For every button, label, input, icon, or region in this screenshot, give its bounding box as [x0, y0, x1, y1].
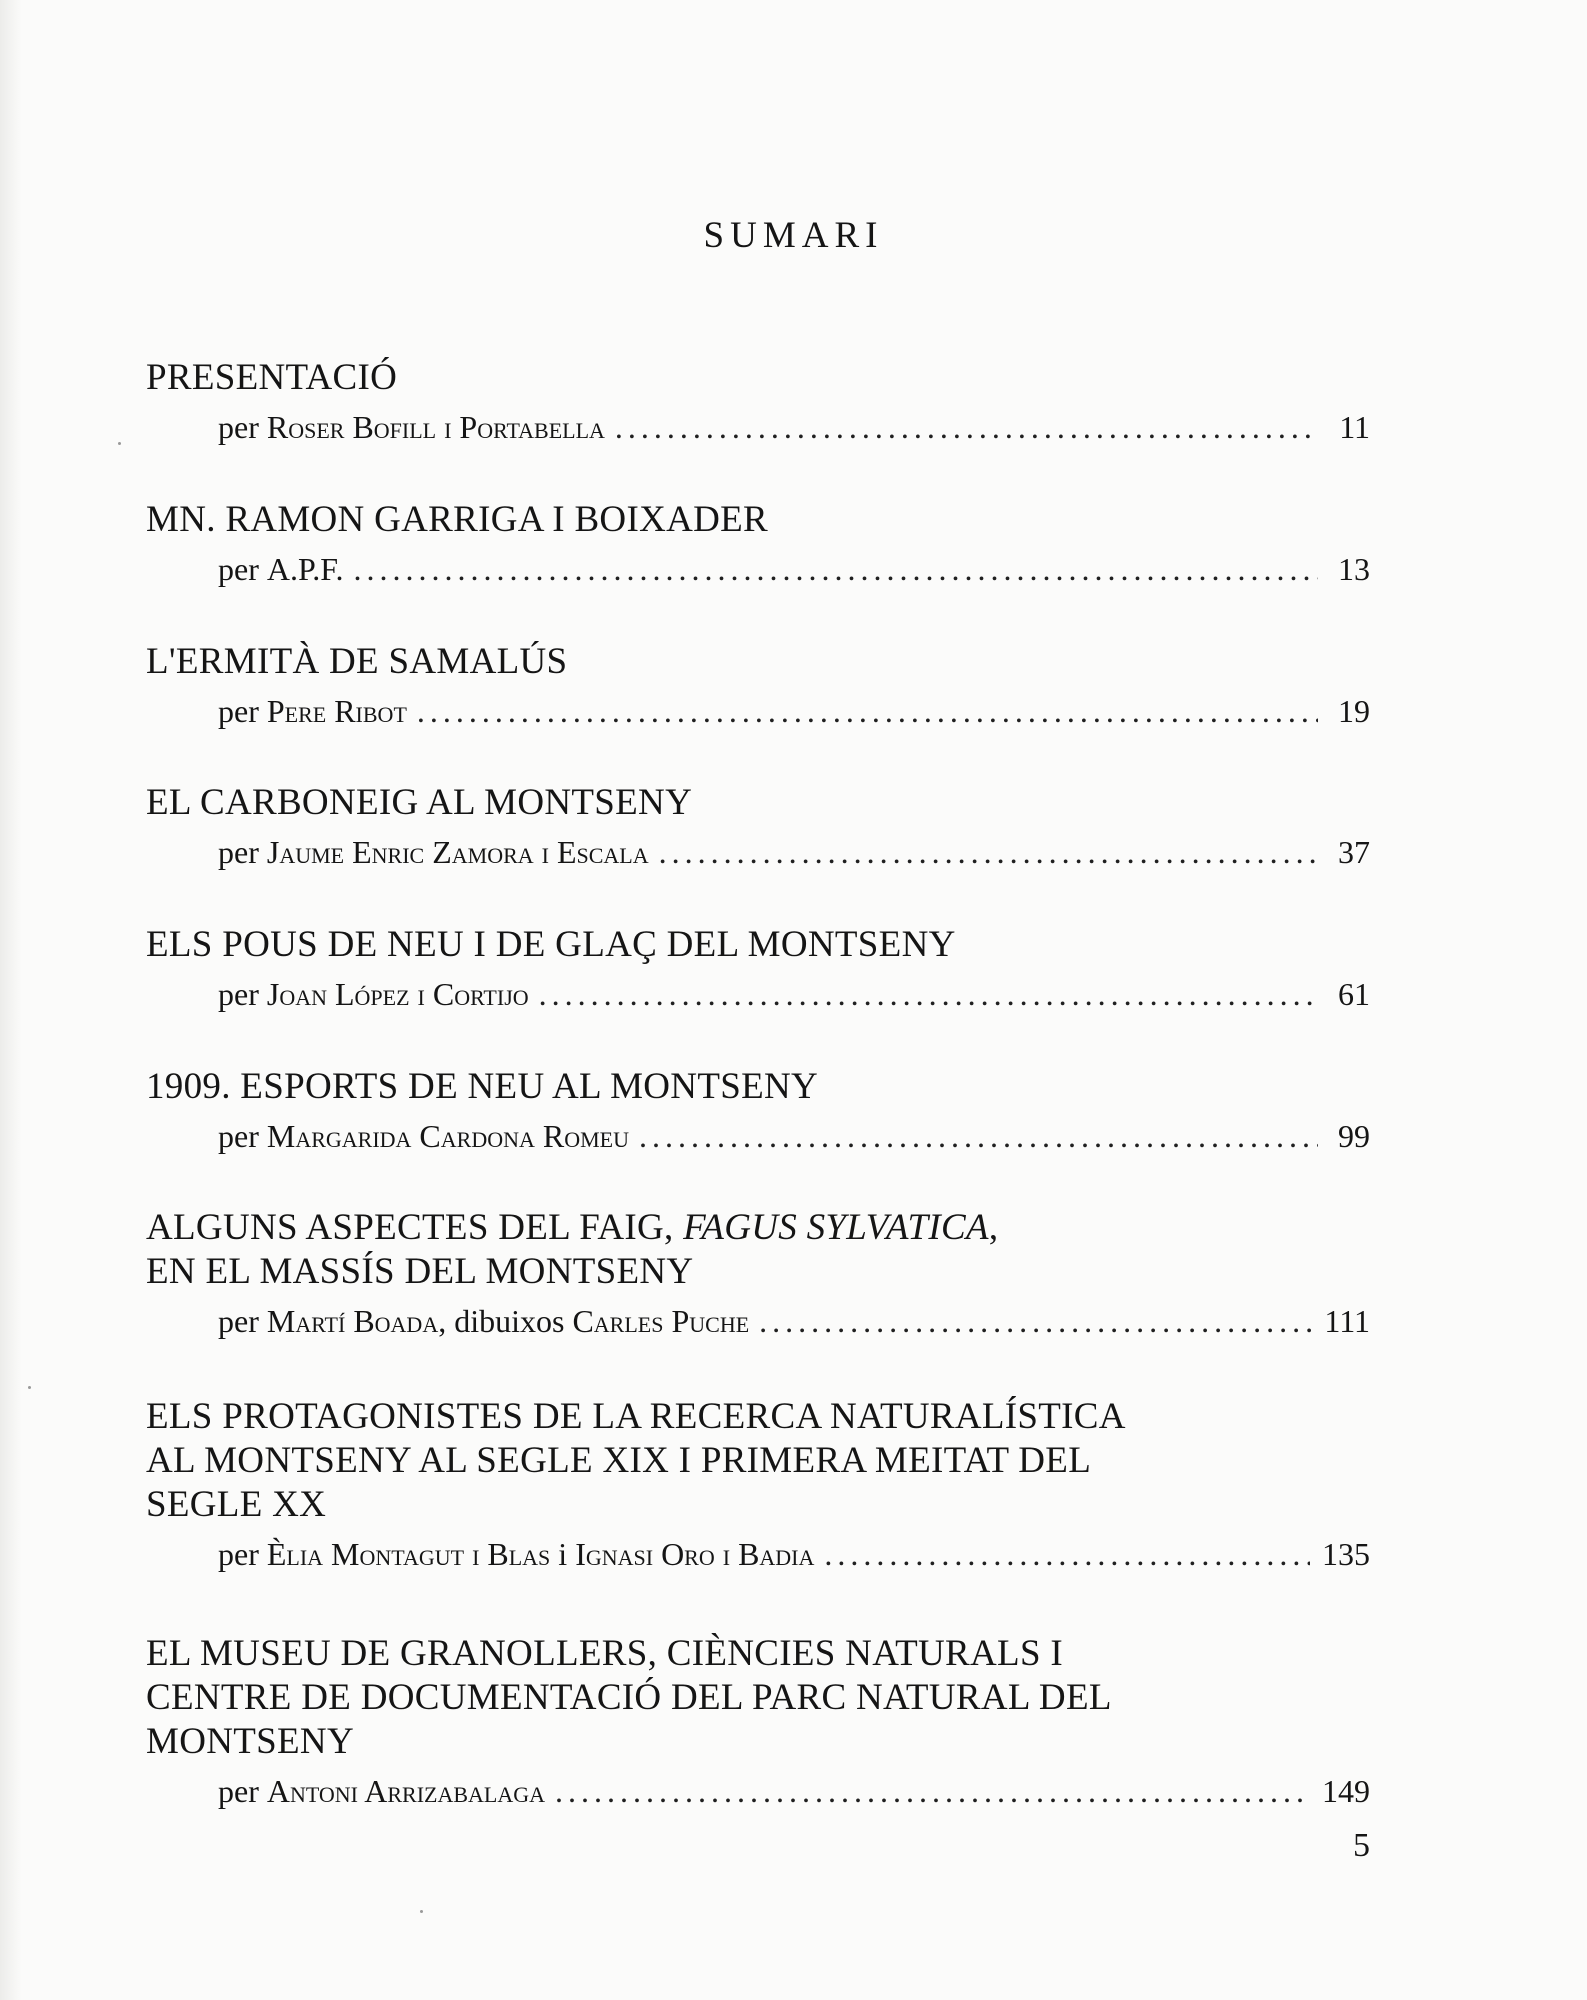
byline-connector: i — [558, 1536, 568, 1572]
page-title: SUMARI — [703, 215, 884, 256]
entry-title-line: CENTRE DE DOCUMENTACIÓ DEL PARC NATURAL DEL — [146, 1677, 1112, 1718]
page-edge — [0, 0, 22, 2000]
entry-title: PRESENTACIÓ — [146, 357, 398, 398]
toc-entry-protagonistes — [146, 1395, 1370, 1574]
entry-byline — [218, 1301, 1370, 1341]
byline-prefix: per — [218, 1118, 259, 1154]
title-italic-species: FAGUS SYLVATICA — [683, 1207, 989, 1248]
scan-speck — [28, 1386, 31, 1389]
entry-title: MN. RAMON GARRIGA I BOIXADER — [146, 499, 769, 540]
scan-speck — [118, 442, 121, 445]
byline-prefix: per — [218, 1536, 259, 1572]
toc-entry-esports-de-neu — [146, 1065, 1370, 1156]
entry-byline — [218, 1534, 1370, 1574]
byline-author: Antoni Arrizabalaga — [266, 1773, 546, 1809]
page-number: 135 — [1322, 1536, 1370, 1572]
entry-byline — [218, 832, 1370, 872]
toc-entry-ermita — [146, 640, 1370, 731]
entry-title: EL CARBONEIG AL MONTSENY — [146, 782, 693, 823]
toc-entry-presentacio — [146, 356, 1370, 447]
byline-prefix: per — [218, 1303, 259, 1339]
entry-byline — [218, 691, 1370, 731]
byline-prefix: per — [218, 1773, 259, 1809]
byline-prefix: per — [218, 409, 259, 445]
toc-entry-pous-de-neu — [146, 923, 1370, 1014]
entry-byline — [218, 974, 1370, 1014]
byline-author: Èlia Montagut i Blas — [266, 1536, 551, 1572]
dot-leader — [639, 1116, 1318, 1156]
byline-author-2: Ignasi Oro i Badia — [575, 1536, 815, 1572]
byline-author: Pere Ribot — [266, 693, 407, 729]
byline-prefix: per — [218, 693, 259, 729]
toc-entry-garriga — [146, 498, 1370, 589]
dot-leader — [759, 1301, 1312, 1341]
page-number: 13 — [1338, 551, 1370, 587]
entry-title: ELS POUS DE NEU I DE GLAÇ DEL MONTSENY — [146, 924, 956, 965]
page-number: 111 — [1324, 1303, 1370, 1339]
byline-prefix: per — [218, 834, 259, 870]
toc-entry-faig — [146, 1206, 1370, 1341]
byline-prefix: per — [218, 976, 259, 1012]
entry-title-line: AL MONTSENY AL SEGLE XIX I PRIMERA MEITAT DEL — [146, 1440, 1092, 1481]
entry-byline — [218, 1116, 1370, 1156]
dot-leader — [615, 407, 1318, 447]
page-number: 99 — [1338, 1118, 1370, 1154]
page-number: 11 — [1339, 409, 1370, 445]
title-text: ALGUNS ASPECTES DEL FAIG, — [146, 1207, 684, 1248]
page-number: 37 — [1338, 834, 1370, 870]
toc-entry-carboneig — [146, 781, 1370, 872]
byline-author: A.P.F. — [266, 551, 344, 587]
entry-title-line: MONTSENY — [146, 1721, 354, 1762]
byline-author: Jaume Enric Zamora i Escala — [266, 834, 649, 870]
entry-byline — [218, 549, 1370, 589]
byline-author: Roser Bofill i Portabella — [266, 409, 605, 445]
dot-leader — [353, 549, 1318, 589]
page-number: 149 — [1322, 1773, 1370, 1809]
byline-author: Margarida Cardona Romeu — [266, 1118, 629, 1154]
dot-leader — [417, 691, 1318, 731]
page-number: 61 — [1338, 976, 1370, 1012]
entry-title-line: EL MUSEU DE GRANOLLERS, CIÈNCIES NATURALS I — [146, 1633, 1063, 1674]
page-number: 19 — [1338, 693, 1370, 729]
entry-byline — [218, 1771, 1370, 1811]
entry-title-line: EN EL MASSÍS DEL MONTSENY — [146, 1251, 694, 1292]
byline-author: Joan López i Cortijo — [266, 976, 529, 1012]
scan-speck — [420, 1910, 423, 1913]
byline-author-2: Carles Puche — [572, 1303, 750, 1339]
entry-title: L'ERMITÀ DE SAMALÚS — [146, 641, 568, 682]
byline-connector: , dibuixos — [438, 1303, 565, 1339]
byline-prefix: per — [218, 551, 259, 587]
title-text: , — [988, 1207, 999, 1248]
entry-title-line — [146, 1206, 1370, 1250]
entry-title-line: SEGLE XX — [146, 1484, 327, 1525]
dot-leader — [555, 1771, 1310, 1811]
toc-entry-museu-granollers — [146, 1632, 1370, 1811]
byline-author: Martí Boada — [266, 1303, 439, 1339]
dot-leader — [539, 974, 1318, 1014]
page-folio-number: 5 — [1353, 1827, 1370, 1864]
entry-title: 1909. ESPORTS DE NEU AL MONTSENY — [146, 1066, 819, 1107]
entry-byline — [218, 407, 1370, 447]
dot-leader — [659, 832, 1318, 872]
entry-title-line: ELS PROTAGONISTES DE LA RECERCA NATURALÍSTICA — [146, 1396, 1126, 1437]
dot-leader — [824, 1534, 1310, 1574]
